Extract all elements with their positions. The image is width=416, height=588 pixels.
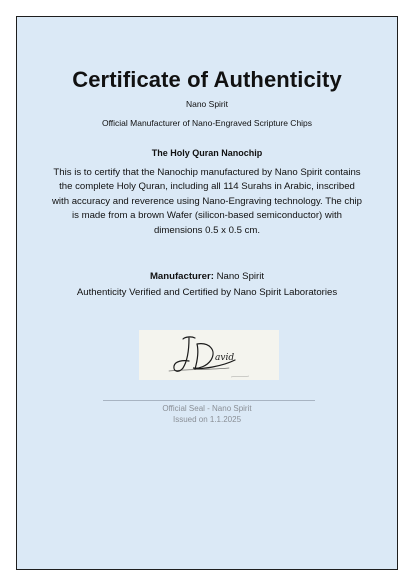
- certificate-frame: [16, 16, 398, 570]
- svg-text:avid: avid: [215, 353, 235, 363]
- product-name: The Holy Quran Nanochip: [151, 148, 263, 158]
- signature-graphic: [139, 330, 279, 380]
- issuer-name: Nano Spirit: [185, 99, 229, 109]
- seal-label: Official Seal - Nano Spirit: [162, 404, 252, 413]
- issue-date: Issued on 1.1.2025: [172, 415, 242, 424]
- certificate-title: Certificate of Authenticity: [72, 67, 342, 92]
- manufacturer-line: [17, 271, 397, 282]
- signature-image: [139, 330, 279, 380]
- manufacturer-label: Manufacturer:: [149, 271, 214, 282]
- signature-line: [103, 400, 315, 401]
- manufacturer-value: Nano Spirit: [216, 271, 265, 282]
- issuer-description: Official Manufacturer of Nano-Engraved Scripture Chips: [101, 118, 313, 128]
- verification-statement: Authenticity Verified and Certified by Nano Spirit Laboratories: [76, 287, 338, 298]
- certification-statement: This is to certify that the Nanochip manufactured by Nano Spirit contains the complete Holy Quran, including all 114 Surahs in Arabic, inscribed with accuracy and reverence using Nano-Engraving technology. The chip is made from a brown Wafer (silicon-based semiconductor) with dimensions 0.5 x 0.5 cm.: [51, 167, 363, 236]
